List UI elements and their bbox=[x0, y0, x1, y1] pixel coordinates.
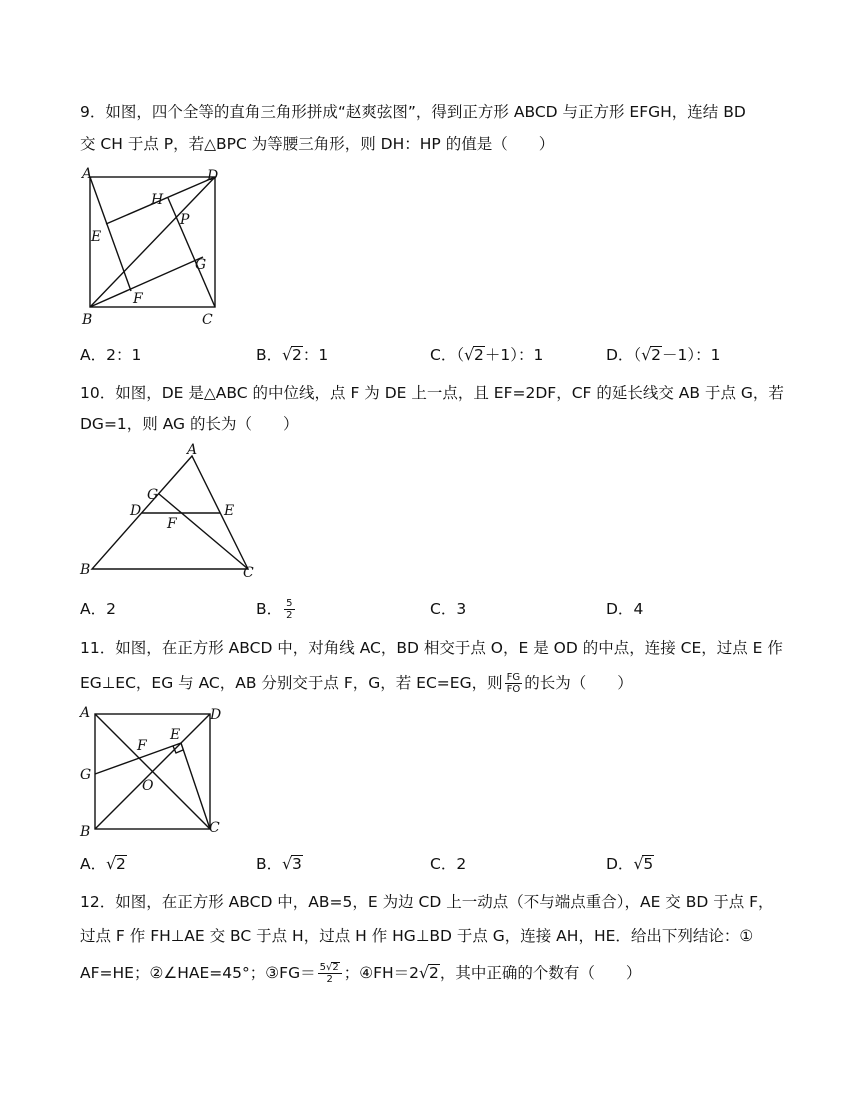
q12-text-line1: 12．如图，在正方形 ABCD 中，AB=5，E 为边 CD 上一动点（不与端点重合），AE 交 BD 于点 F， bbox=[80, 893, 774, 911]
option-prefix: A． bbox=[80, 855, 107, 873]
option-text: 4 bbox=[633, 600, 644, 618]
q10-option-b[interactable] bbox=[256, 598, 297, 621]
q9-figure-zhaoshuang-diagram bbox=[80, 165, 230, 330]
q11-text-line1: 11．如图，在正方形 ABCD 中，对角线 AC，BD 相交于点 O，E 是 OD 的中点，连接 CE，过点 E 作 bbox=[80, 639, 783, 657]
q10-label-d: D bbox=[130, 503, 142, 519]
q9-label-p: P bbox=[180, 212, 190, 228]
sqrt-radicand: 5 bbox=[643, 855, 654, 873]
fraction-numerator: 5 bbox=[286, 598, 293, 609]
q9-label-h: H bbox=[151, 192, 164, 208]
q11-label-o: O bbox=[142, 778, 154, 794]
q10-label-e: E bbox=[224, 503, 235, 519]
q9-label-a: A bbox=[82, 166, 93, 182]
q11-text-part: EG⊥EC，EG 与 AC，AB 分别交于点 F，G，若 EC=EG，则 bbox=[80, 674, 503, 692]
q11-label-g: G bbox=[80, 767, 92, 783]
option-prefix: C．（ bbox=[430, 346, 465, 364]
q10-figure-triangle bbox=[78, 440, 268, 582]
q12-text-line2: 过点 F 作 FH⊥AE 交 BC 于点 H，过点 H 作 HG⊥BD 于点 G，连接 AH，HE．给出下列结论：① bbox=[80, 927, 754, 945]
sqrt-radicand: 3 bbox=[292, 855, 302, 873]
q10-text-line1: 10．如图，DE 是△ABC 的中位线，点 F 为 DE 上一点，且 EF=2DF，CF 的延长线交 AB 于点 G，若 bbox=[80, 384, 784, 402]
option-prefix: A． bbox=[80, 346, 107, 364]
q10-option-c[interactable] bbox=[430, 598, 466, 620]
option-prefix: D． bbox=[606, 855, 634, 873]
q11-segment-ec bbox=[181, 743, 210, 829]
fraction-5sqrt2-over-2 bbox=[318, 962, 342, 985]
q10-label-b: B bbox=[80, 562, 91, 578]
q12-text-part: AF=HE；②∠HAE=45°；③FG＝ bbox=[80, 964, 316, 982]
q10-text-line2: DG=1，则 AG 的长为（ ） bbox=[80, 415, 299, 433]
sqrt-radicand: 2 bbox=[292, 346, 302, 364]
q9-segment-ch bbox=[168, 198, 215, 307]
fraction-denominator: 2 bbox=[286, 610, 293, 621]
q9-text-line2: 交 CH 于点 P，若△BPC 为等腰三角形，则 DH：HP 的值是（ ） bbox=[80, 135, 555, 153]
sqrt-radicand: 2 bbox=[116, 855, 126, 873]
sqrt-radicand: 2 bbox=[332, 962, 339, 973]
option-text: 2 bbox=[106, 600, 116, 618]
option-text: 2 bbox=[456, 855, 467, 873]
coefficient: 5 bbox=[319, 962, 326, 973]
q9-option-a[interactable] bbox=[80, 344, 141, 366]
q11-label-a: A bbox=[80, 705, 91, 721]
option-prefix: D． bbox=[606, 600, 634, 618]
q11-right-angle-mark bbox=[173, 746, 183, 753]
q11-figure-square bbox=[78, 702, 228, 840]
q9-option-d[interactable]: D．（√2－1）：1 bbox=[606, 346, 721, 364]
q12-text-part: ，其中正确的个数有（ ） bbox=[439, 964, 642, 982]
fraction-numerator: FG bbox=[505, 672, 523, 684]
option-text: 2：1 bbox=[106, 346, 142, 364]
q10-label-g: G bbox=[147, 487, 159, 503]
option-prefix: B． bbox=[256, 600, 283, 618]
q10-label-f: F bbox=[167, 516, 177, 532]
option-prefix: B． bbox=[256, 855, 283, 873]
q11-option-b[interactable]: B．√3 bbox=[256, 855, 302, 873]
sqrt-radicand: 2 bbox=[473, 346, 484, 364]
q9-label-b: B bbox=[82, 312, 93, 328]
q10-label-a: A bbox=[187, 442, 198, 458]
fraction-denominator: FO bbox=[506, 684, 521, 695]
option-prefix: A． bbox=[80, 600, 107, 618]
q9-label-d: D bbox=[207, 168, 219, 184]
fraction bbox=[284, 598, 294, 621]
option-prefix: C． bbox=[430, 855, 457, 873]
q9-segment-bg bbox=[90, 257, 203, 307]
q11-label-d: D bbox=[210, 707, 222, 723]
fraction-numerator: 5√2 bbox=[318, 962, 342, 974]
q12-text-line3: AF=HE；②∠HAE=45°；③FG＝ $\frac{5√2}{2}$ ；④FH＝2√2，其中正确的个数有（ ） bbox=[80, 962, 642, 985]
fraction-denominator: 2 bbox=[326, 974, 333, 985]
option-prefix: C． bbox=[430, 600, 457, 618]
q11-label-b: B bbox=[80, 824, 91, 840]
q9-label-c: C bbox=[202, 312, 213, 328]
option-text: －1）：1 bbox=[661, 346, 721, 364]
q12-text-part: ；④FH＝2 bbox=[343, 964, 420, 982]
q11-label-e: E bbox=[170, 727, 181, 743]
q11-label-f: F bbox=[137, 738, 147, 754]
q11-text-line2 bbox=[80, 672, 633, 695]
q11-option-a[interactable]: A．√2 bbox=[80, 855, 126, 873]
option-text: 3 bbox=[456, 600, 467, 618]
option-text: ：1 bbox=[302, 346, 329, 364]
q9-option-b[interactable]: B．√2：1 bbox=[256, 346, 329, 364]
q11-option-c[interactable] bbox=[430, 853, 466, 875]
q9-option-c[interactable]: C．（√2＋1）：1 bbox=[430, 346, 544, 364]
option-prefix: D．（ bbox=[606, 346, 642, 364]
option-prefix: B． bbox=[256, 346, 283, 364]
q10-option-a[interactable] bbox=[80, 598, 116, 620]
q9-label-g: G bbox=[195, 257, 207, 273]
sqrt-radicand: 2 bbox=[651, 346, 661, 364]
q9-text-line1: 9．如图，四个全等的直角三角形拼成“赵爽弦图”，得到正方形 ABCD 与正方形 EFGH，连结 BD bbox=[80, 103, 746, 121]
q10-label-c: C bbox=[243, 565, 254, 581]
q11-text-part: 的长为（ ） bbox=[524, 674, 633, 692]
q9-label-e: E bbox=[91, 229, 102, 245]
fraction-fg-fo bbox=[505, 672, 523, 695]
q11-label-c: C bbox=[209, 820, 220, 836]
q9-label-f: F bbox=[133, 291, 143, 307]
q10-option-d[interactable] bbox=[606, 598, 643, 620]
q11-option-d[interactable]: D．√5 bbox=[606, 855, 654, 873]
sqrt-radicand: 2 bbox=[428, 964, 439, 982]
option-text: ＋1）：1 bbox=[484, 346, 544, 364]
